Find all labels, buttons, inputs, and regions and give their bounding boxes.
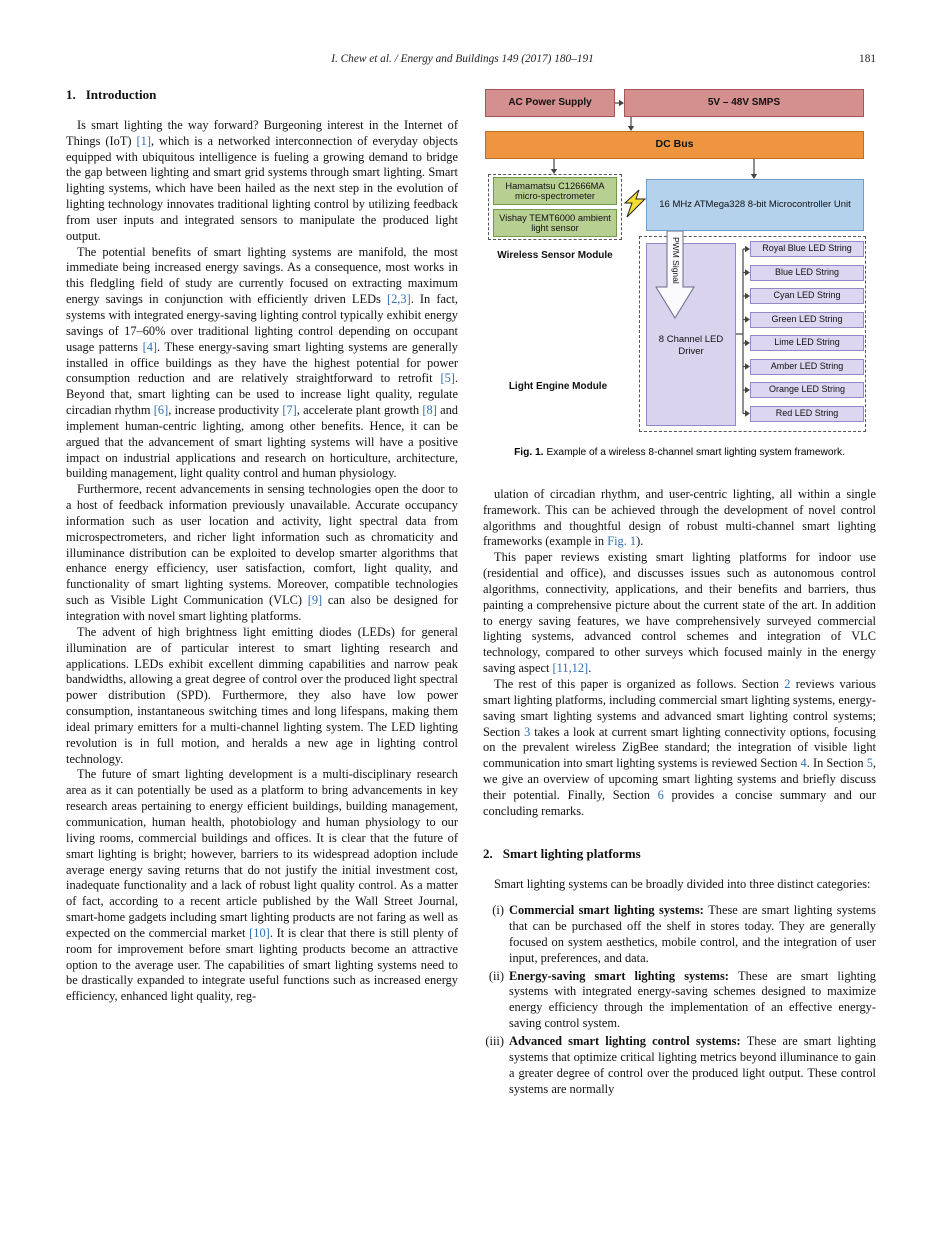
citation-link[interactable]: [5] (440, 371, 455, 386)
citation-link[interactable]: [8] (422, 403, 437, 418)
citation-link[interactable]: [6] (153, 403, 169, 418)
section-number: 1. (66, 87, 76, 102)
text-run: provides a concise summary and our concluding remarks. (483, 787, 877, 818)
text-run: The rest of this paper is organized as follows. Section (494, 676, 785, 691)
section-title: Smart lighting platforms (502, 845, 641, 861)
text-run: The potential benefits of smart lighting systems are manifold, the most immediate being increased energy savings. As a consequence, most works in this fledgling field of study are currently focused on extracting maximum energy savings in conjunction with efficiently driven LEDs (66, 244, 458, 307)
category-body (509, 969, 876, 1032)
citation-link[interactable]: [9] (307, 593, 323, 608)
ac-power-supply-block: AC Power Supply (485, 89, 615, 117)
citation-link[interactable]: [2,3] (386, 292, 411, 307)
citation-link[interactable]: 5 (866, 756, 873, 771)
led-string-block: Blue LED String (750, 265, 864, 281)
category-title: Commercial smart lighting systems: (509, 903, 709, 918)
section-heading-platforms (483, 846, 876, 862)
category-body (509, 903, 876, 966)
category-title: Advanced smart lighting control systems: (509, 1034, 747, 1048)
text-run: This paper reviews existing smart lighting platforms for indoor use (residential and office), and discusses issues such as autonomous control algorithms, connectivity, applications, and their benefits and barriers, thus painting a comprehensive picture about the current state of the art. In addition to energy saving features, we have comprehensively surveyed commercial lighting systems, advanced control schemes and integration of VLC technology, compared to other surveys which focused mainly in the energy saving aspect (483, 550, 876, 676)
pwm-signal-label: PWM Signal (670, 236, 681, 284)
list-marker: (iii) (485, 1034, 504, 1048)
text-run: can also be designed for integration with novel smart lighting platforms. (66, 593, 458, 623)
led-string-block: Green LED String (750, 312, 864, 328)
text-run: . (588, 661, 592, 676)
text-run: and implement human-centric lighting, among other benefits. Hence, it can be argued that the advancement of smart lighting systems will have a positive impact on industrial applications and research on horticulture, architecture, building management, light quality control and human physiology. (66, 403, 458, 481)
text-run: , which is a networked interconnection of everyday objects equipped with ubiquitous intelligence is fueling a growing demand to bridge the gap between lighting and smart grid systems through smart lighting. Smart lighting systems, which have been hailed as the next step in the evolution of lighting technology innovates traditional lighting control by utilizing feedback from user inputs and integrated sensors to manipulate the produced light output. (66, 133, 458, 243)
led-strings-list (750, 241, 864, 422)
citation-link[interactable]: [11,12] (552, 661, 589, 676)
citation-link[interactable]: [4] (142, 339, 158, 354)
category-list-item (483, 969, 876, 1032)
text-run: takes a look at current smart lighting connectivity options, focusing on the prevalent wireless ZigBee standard; the integration of visible light communication into smart lighting systems is reviewed Section (483, 724, 876, 771)
text-run: . In Section (806, 756, 867, 771)
lightning-bolt-icon (622, 189, 647, 219)
figure-caption-text: Example of a wireless 8-channel smart lighting system framework. (546, 447, 845, 458)
category-text: These are smart lighting systems that optimize critical lighting metrics beyond illuminance to gain a greater degree of control over the produced light output. These control systems are normally (509, 1034, 876, 1096)
citation-link[interactable]: Fig. 1 (607, 534, 637, 549)
text-run: reviews various smart lighting platforms, including commercial smart lighting systems, energy-saving smart lighting systems and advanced smart lighting control systems; Section (483, 676, 876, 739)
category-text: These are smart lighting systems with integrated energy-saving schemes designed to maximize energy efficiency through the implementation of an effective energy-saving control system. (509, 968, 876, 1031)
text-run: . Beyond that, smart lighting can be used to increase light quality, regulate circadian rhythm (66, 371, 458, 418)
text-run: , accelerate plant growth (296, 403, 423, 418)
dc-bus-block: DC Bus (485, 131, 864, 159)
led-string-block: Amber LED String (750, 359, 864, 375)
paragraph (66, 625, 458, 768)
category-body (509, 1034, 876, 1097)
citation-link[interactable]: 2 (784, 676, 791, 691)
text-run: Furthermore, recent advancements in sensing technologies open the door to a host of feedback information previously unavailable. Accurate occupancy information such as user location and activity, light spectral data from microspectrometers, and richer light information such as chromaticity and illuminance distribution can be exploited to develop smarter algorithms that enhance energy efficiency, user satisfaction, comfort, light quality, and functionality of smart lighting systems. Moreover, compatible technologies such as Visible Light Communication (VLC) (66, 482, 458, 608)
list-marker: (ii) (488, 968, 504, 983)
paragraph (66, 245, 458, 483)
text-run: The future of smart lighting development is a multi-disciplinary research area as it can potentially be used as a platform to bring advancements in key research areas pertaining to energy efficient buildings, building management, communication, human health, photobiology and human physiology to our living rooms, commercial buildings and offices. It is clear that the future of smart lighting is bright; however, barriers to its widespread adoption include average energy saving returns that do not justify the initial investment cost, inadequate functionality and a lack of robust light quality control. As a matter of fact, according to a recent article published by the Wall Street Journal, smart-home gadgets including smart lighting products are not faring as well as expected on the commercial market (66, 767, 458, 940)
text-run: . These energy-saving smart lighting systems are generally installed in office buildings as they have the highest potential for power consumption reduction and are relatively straightforward to retrofit (66, 339, 458, 386)
platforms-intro-paragraph (483, 877, 876, 893)
left-column (66, 85, 458, 1005)
text-run: . In fact, systems with integrated energy-saving lighting control typically exhibit energy savings of 17–60% over traditional lighting control depending on occupant usage patterns (66, 292, 459, 354)
section-number: 2. (483, 845, 493, 861)
paragraph (483, 550, 876, 677)
citation-link[interactable]: 4 (800, 756, 807, 771)
citation-link[interactable]: [1] (136, 133, 151, 148)
figure-caption-label: Fig. 1. (514, 447, 544, 458)
list-marker: (i) (492, 903, 504, 918)
text-run: Is smart lighting the way forward? Burgeoning interest in the Internet of Things (IoT) (66, 117, 458, 148)
paragraph (66, 482, 458, 625)
citation-link[interactable]: 6 (657, 787, 664, 802)
spectrometer-block: Hamamatsu C12666MA micro-spectrometer (493, 177, 617, 205)
led-string-block: Cyan LED String (750, 288, 864, 304)
led-string-block: Lime LED String (750, 335, 864, 351)
light-engine-module-label: Light Engine Module (508, 381, 608, 392)
text-run: Smart lighting systems can be broadly divided into three distinct categories: (494, 877, 871, 892)
right-column (483, 85, 876, 1099)
smps-block: 5V – 48V SMPS (624, 89, 864, 117)
led-string-block: Orange LED String (750, 382, 864, 398)
ambient-light-sensor-block: Vishay TEMT6000 ambient light sensor (493, 209, 617, 237)
microcontroller-block: 16 MHz ATMega328 8-bit Microcontroller Unit (646, 179, 864, 231)
pwm-signal-arrow (655, 231, 695, 319)
wireless-sensor-module-label: Wireless Sensor Module (497, 250, 613, 261)
led-driver-label: 8 Channel LED Driver (658, 334, 724, 357)
citation-link[interactable]: 3 (524, 724, 531, 739)
figure-caption (483, 445, 876, 461)
running-head: I. Chew et al. / Energy and Buildings 149 (2017) 180–191 (331, 53, 594, 65)
intro-paragraphs (66, 118, 458, 1005)
citation-link[interactable]: [7] (282, 403, 297, 418)
section-heading-introduction (66, 87, 458, 103)
text-run: The advent of high brightness light emitting diodes (LEDs) for general illumination are of particular interest to smart lighting research and applications. LEDs exhibit excellent dimming capabilities and narrow peak bandwidths, allowing a great degree of control over the produced light spectral power distribution (SPD). Furthermore, they also have low power consumption, instantaneous switching times and long lifespans, making them ideal primary emitters for a multi-channel lighting system. The LED lighting revolution is in full motion, and heralds a new age in lighting control technology. (66, 624, 458, 766)
text-run: ). (636, 534, 644, 549)
category-list-item (483, 903, 876, 966)
citation-link[interactable]: [10] (249, 925, 270, 940)
category-text: These are smart lighting systems that can be purchased off the shelf in stores today. They are generally focused on system aesthetics, mobile control, and the integration of user input, preferences, and data. (509, 903, 876, 965)
category-list (483, 903, 876, 1097)
led-string-block: Royal Blue LED String (750, 241, 864, 257)
body-paragraphs (483, 487, 876, 820)
section-title: Introduction (85, 87, 157, 102)
paragraph (483, 677, 876, 820)
text-run: , increase productivity (168, 403, 283, 418)
paragraph (66, 118, 458, 245)
paragraph (66, 767, 458, 1005)
page-number: 181 (859, 53, 876, 65)
category-list-item (483, 1034, 876, 1097)
text-run: , we give an overview of upcoming smart lighting systems and briefly discuss their potential. Finally, Section (483, 756, 876, 802)
text-run: . It is clear that there is still plenty of room for improvement before smart lighting products become an attractive option to the average user. The capabilities of smart lighting systems need to be drastically expanded to integrate useful functions such as increased energy efficiency, enhanced light quality, reg- (66, 925, 458, 1004)
text-run: ulation of circadian rhythm, and user-centric lighting, all within a single framework. This can be achieved through the development of novel control algorithms and thoughtful design of robust multi-channel smart lighting frameworks (example in (483, 486, 876, 549)
led-string-block: Red LED String (750, 406, 864, 422)
figure-1-diagram (483, 87, 873, 437)
category-title: Energy-saving smart lighting systems: (509, 968, 738, 983)
paragraph (483, 487, 876, 550)
